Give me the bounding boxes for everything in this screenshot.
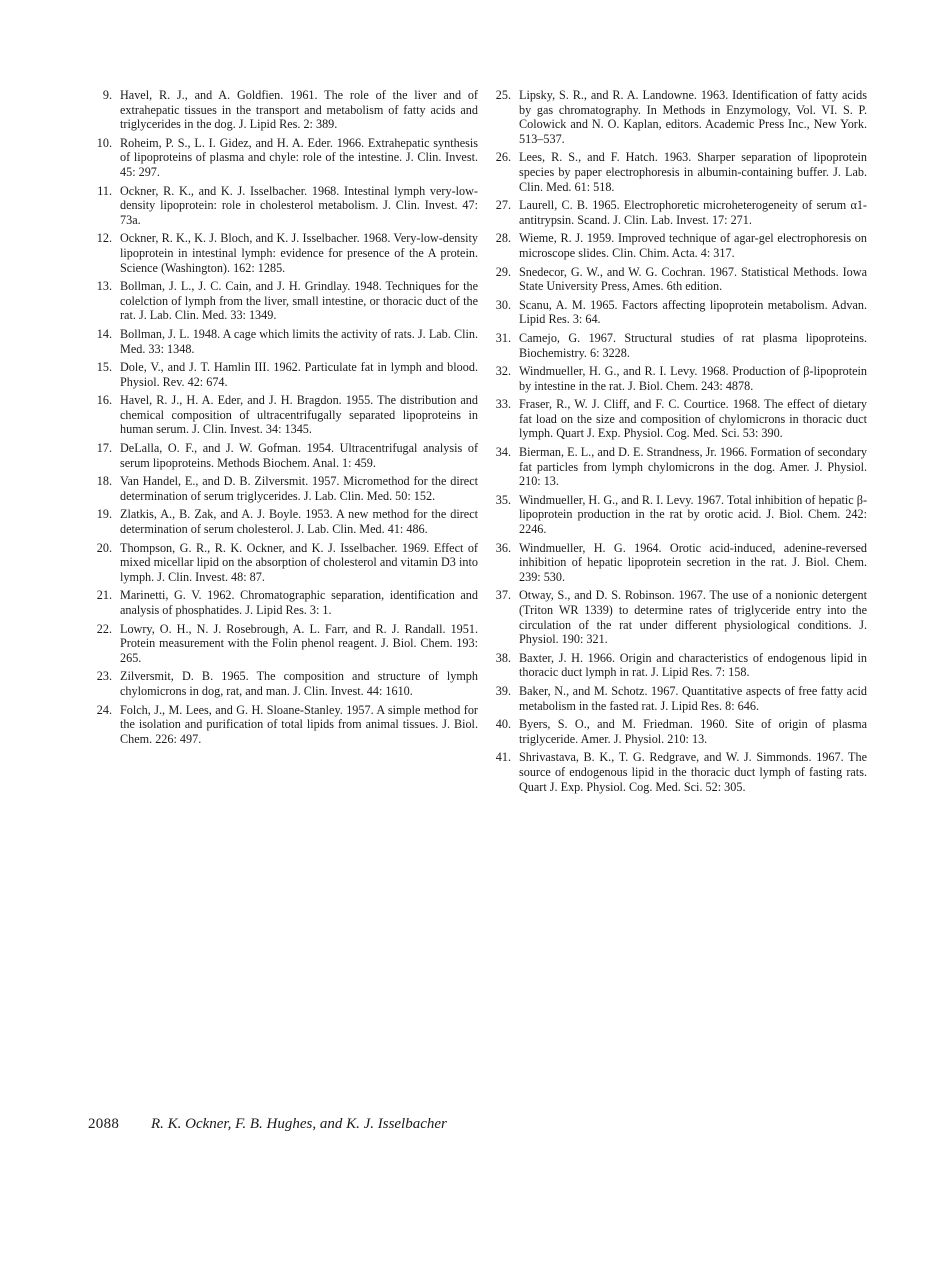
reference-item bbox=[88, 231, 478, 275]
reference-number: 32. bbox=[495, 364, 511, 379]
reference-number: 34. bbox=[495, 445, 511, 460]
reference-text: Bollman, J. L. 1948. A cage which limits the activity of rats. J. Lab. Clin. Med. 33: 1348. bbox=[120, 326, 478, 356]
reference-text: Lees, R. S., and F. Hatch. 1963. Sharper separation of lipoprotein species by paper electrophoresis in albumin-containing buffer. J. Lab. Clin. Med. 61: 518. bbox=[519, 150, 867, 194]
reference-number: 29. bbox=[495, 264, 511, 279]
reference-item bbox=[88, 88, 478, 132]
reference-text: Byers, S. O., and M. Friedman. 1960. Site of origin of plasma triglyceride. Amer. J. Physiol. 210: 13. bbox=[519, 717, 867, 746]
reference-text: Shrivastava, B. K., T. G. Redgrave, and W. J. Simmonds. 1967. The source of endogenous lipid in the thoracic duct lymph of fasting rats. Quart J. Exp. Physiol. Cog. Med. Sci. 52: 305. bbox=[519, 750, 867, 794]
reference-item bbox=[487, 750, 867, 794]
reference-item bbox=[88, 474, 478, 503]
reference-number: 13. bbox=[96, 279, 112, 294]
reference-number: 27. bbox=[495, 198, 511, 213]
reference-item bbox=[487, 150, 867, 194]
running-authors: R. K. Ockner, F. B. Hughes, and K. J. Isselbacher bbox=[150, 1116, 447, 1132]
reference-item bbox=[88, 541, 478, 585]
page-footer bbox=[88, 1116, 447, 1133]
reference-text: DeLalla, O. F., and J. W. Gofman. 1954. Ultracentrifugal analysis of serum lipoproteins. Methods Biochem. Anal. 1: 459. bbox=[120, 441, 478, 470]
reference-item bbox=[88, 669, 478, 698]
reference-text: Van Handel, E., and D. B. Zilversmit. 1957. Micromethod for the direct determination of serum triglycerides. J. Lab. Clin. Med. 50: 152. bbox=[120, 474, 478, 503]
reference-text: Thompson, G. R., R. K. Ockner, and K. J. Isselbacher. 1969. Effect of mixed micellar lipid on the absorption of cholesterol and vitamin D3 into lymph. J. Clin. Invest. 48: 87. bbox=[120, 540, 478, 584]
reference-number: 9. bbox=[102, 88, 112, 102]
reference-text: Lowry, O. H., N. J. Rosebrough, A. L. Farr, and R. J. Randall. 1951. Protein measurement with the Folin phenol reagent. J. Biol. Chem. 193: 265. bbox=[120, 621, 478, 665]
reference-number: 26. bbox=[495, 150, 511, 165]
reference-number: 17. bbox=[96, 441, 112, 456]
reference-item bbox=[487, 231, 867, 260]
reference-number: 31. bbox=[495, 330, 511, 345]
reference-item bbox=[487, 493, 867, 537]
reference-text: Marinetti, G. V. 1962. Chromatographic separation, identification and analysis of phosphatides. J. Lipid Res. 3: 1. bbox=[120, 588, 478, 617]
reference-number: 12. bbox=[96, 231, 112, 246]
reference-number: 36. bbox=[495, 540, 511, 555]
reference-item bbox=[487, 717, 867, 746]
reference-item bbox=[487, 684, 867, 713]
reference-number: 15. bbox=[96, 360, 112, 375]
reference-text: Zilversmit, D. B. 1965. The composition and structure of lymph chylomicrons in dog, rat, and man. J. Clin. Invest. 44: 1610. bbox=[120, 669, 478, 698]
reference-item bbox=[88, 622, 478, 666]
reference-text: Dole, V., and J. T. Hamlin III. 1962. Particulate fat in lymph and blood. Physiol. Rev. 42: 674. bbox=[120, 360, 478, 389]
reference-text: Roheim, P. S., L. I. Gidez, and H. A. Eder. 1966. Extrahepatic synthesis of lipoproteins of plasma and chyle: role of the intestine. J. Clin. Invest. 45: 297. bbox=[120, 135, 478, 179]
reference-item bbox=[487, 364, 867, 393]
reference-number: 20. bbox=[96, 540, 112, 555]
reference-item bbox=[487, 331, 867, 360]
reference-item bbox=[88, 360, 478, 389]
reference-number: 21. bbox=[96, 588, 112, 603]
reference-number: 25. bbox=[495, 88, 511, 102]
reference-text: Bierman, E. L., and D. E. Strandness, Jr. 1966. Formation of secondary fat particles from lymph chylomicrons in the dog. Amer. J. Physiol. 210: 13. bbox=[519, 445, 867, 489]
reference-text: Baker, N., and M. Schotz. 1967. Quantitative aspects of free fatty acid metabolism in the fasted rat. J. Lipid Res. 8: 646. bbox=[519, 683, 867, 713]
reference-text: Windmueller, H. G., and R. I. Levy. 1968. Production of β-lipoprotein by intestine in the rat. J. Biol. Chem. 243: 4878. bbox=[519, 364, 867, 393]
reference-number: 30. bbox=[495, 297, 511, 312]
reference-item bbox=[487, 651, 867, 680]
reference-number: 41. bbox=[495, 750, 511, 765]
page-number: 2088 bbox=[88, 1116, 120, 1132]
reference-item bbox=[487, 541, 867, 585]
reference-text: Windmueller, H. G., and R. I. Levy. 1967. Total inhibition of hepatic β-lipoprotein production in the rat by orotic acid. J. Biol. Chem. 242: 2246. bbox=[519, 492, 867, 537]
reference-text: Bollman, J. L., J. C. Cain, and J. H. Grindlay. 1948. Techniques for the colelction of lymph from the liver, small intestine, or thoracic duct of the rat. J. Lab. Clin. Med. 33: 1349. bbox=[120, 279, 478, 323]
reference-item bbox=[487, 588, 867, 646]
reference-number: 38. bbox=[495, 650, 511, 665]
reference-item bbox=[487, 298, 867, 327]
reference-number: 18. bbox=[96, 474, 112, 489]
reference-number: 40. bbox=[495, 717, 511, 732]
reference-item bbox=[487, 265, 867, 294]
reference-number: 37. bbox=[495, 588, 511, 603]
reference-item bbox=[487, 198, 867, 227]
reference-item bbox=[487, 445, 867, 489]
reference-text: Havel, R. J., and A. Goldfien. 1961. The role of the liver and of extrahepatic tissues in the transport and metabolism of fatty acids and triglycerides in the dog. J. Lipid Res. 2: 389. bbox=[120, 88, 478, 132]
reference-item bbox=[88, 136, 478, 180]
reference-text: Wieme, R. J. 1959. Improved technique of agar-gel electrophoresis on microscope slides. Clin. Chim. Acta. 4: 317. bbox=[519, 231, 867, 260]
reference-item bbox=[88, 327, 478, 356]
reference-number: 16. bbox=[96, 393, 112, 408]
reference-item bbox=[88, 507, 478, 536]
reference-text: Zlatkis, A., B. Zak, and A. J. Boyle. 1953. A new method for the direct determination of serum cholesterol. J. Lab. Clin. Med. 41: 486. bbox=[120, 507, 478, 537]
reference-item bbox=[88, 703, 478, 747]
reference-item bbox=[487, 88, 867, 146]
reference-text: Windmueller, H. G. 1964. Orotic acid-induced, adenine-reversed inhibition of hepatic lipoprotein secretion in the rat. J. Biol. Chem. 239: 530. bbox=[519, 540, 867, 584]
reference-number: 24. bbox=[96, 702, 112, 717]
reference-text: Ockner, R. K., and K. J. Isselbacher. 1968. Intestinal lymph very-low-density lipoprotein: role in cholesterol metabolism. J. Clin. Invest. 47: 73a. bbox=[120, 183, 478, 227]
reference-item bbox=[487, 397, 867, 441]
references-left-column bbox=[88, 88, 478, 750]
reference-text: Fraser, R., W. J. Cliff, and F. C. Courtice. 1968. The effect of dietary fat load on the size and composition of chylomicrons in thoracic duct lymph. Quart J. Exp. Physiol. Cog. Med. Sci. 53: 390. bbox=[519, 397, 867, 441]
reference-text: Camejo, G. 1967. Structural studies of rat plasma lipoproteins. Biochemistry. 6: 3228. bbox=[519, 330, 867, 360]
reference-text: Folch, J., M. Lees, and G. H. Sloane-Stanley. 1957. A simple method for the isolation and purification of total lipids from animal tissues. J. Biol. Chem. 226: 497. bbox=[120, 702, 478, 746]
reference-text: Baxter, J. H. 1966. Origin and characteristics of endogenous lipid in thoracic duct lymph in rat. J. Lipid Res. 7: 158. bbox=[519, 650, 867, 680]
reference-number: 19. bbox=[96, 507, 112, 522]
reference-item bbox=[88, 588, 478, 617]
reference-number: 23. bbox=[96, 669, 112, 684]
references-right-column bbox=[487, 88, 867, 798]
reference-text: Scanu, A. M. 1965. Factors affecting lipoprotein metabolism. Advan. Lipid Res. 3: 64. bbox=[519, 297, 867, 327]
reference-number: 33. bbox=[495, 397, 511, 412]
reference-number: 39. bbox=[495, 683, 511, 698]
reference-item bbox=[88, 441, 478, 470]
reference-number: 11. bbox=[97, 183, 112, 198]
reference-number: 35. bbox=[495, 492, 511, 507]
reference-number: 14. bbox=[96, 326, 112, 341]
reference-number: 28. bbox=[495, 231, 511, 246]
reference-text: Ockner, R. K., K. J. Bloch, and K. J. Isselbacher. 1968. Very-low-density lipoprotein in intestinal lymph: evidence for presence of the A protein. Science (Washington). 162: 1285. bbox=[120, 231, 478, 275]
reference-text: Havel, R. J., H. A. Eder, and J. H. Bragdon. 1955. The distribution and chemical composition of ultracentrifugally separated lipoproteins in human serum. J. Clin. Invest. 34: 1345. bbox=[120, 393, 478, 437]
reference-number: 22. bbox=[96, 621, 112, 636]
reference-item bbox=[88, 184, 478, 228]
reference-item bbox=[88, 393, 478, 437]
reference-text: Lipsky, S. R., and R. A. Landowne. 1963. Identification of fatty acids by gas chromatography. In Methods in Enzymology, Vol. VI. S. P. Colowick and N. O. Kaplan, editors. Academic Press Inc., New York. 513–537. bbox=[519, 88, 867, 146]
reference-text: Snedecor, G. W., and W. G. Cochran. 1967. Statistical Methods. Iowa State University Press, Ames. 6th edition. bbox=[519, 264, 867, 294]
reference-item bbox=[88, 279, 478, 323]
reference-text: Otway, S., and D. S. Robinson. 1967. The use of a nonionic detergent (Triton WR 1339) to determine rates of triglyceride entry into the circulation of the rat under different physiological conditions. J. Physiol. 190: 321. bbox=[519, 588, 867, 647]
reference-text: Laurell, C. B. 1965. Electrophoretic microheterogeneity of serum α1-antitrypsin. Scand. J. Clin. Lab. Invest. 17: 271. bbox=[519, 198, 867, 227]
reference-number: 10. bbox=[96, 135, 112, 150]
